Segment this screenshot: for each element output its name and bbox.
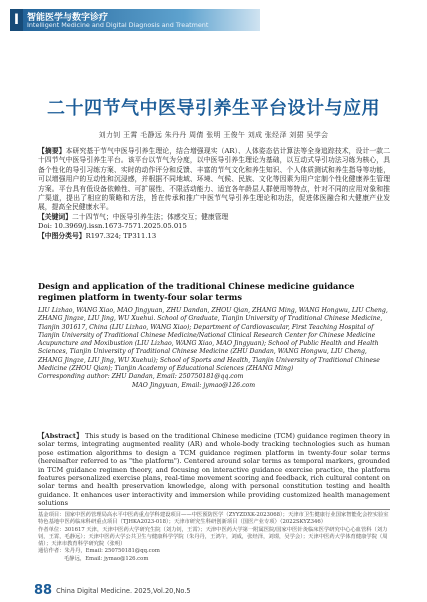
- keywords-label: 【关键词】: [38, 212, 72, 221]
- chinese-abstract-block: [38, 147, 390, 241]
- keywords-text: 二十四节气；中医导引养生法；体感交互；健康管理: [71, 212, 229, 221]
- footnote-corresponding-1: 通信作者：朱丹丹，Email: 250750181@qq.com: [38, 548, 160, 555]
- english-title: Design and application of the traditional Chinese medicine guidance regimen platform in twenty-four solar terms: [38, 281, 355, 302]
- journal-logo-icon: I: [10, 9, 23, 31]
- footnotes: [38, 512, 390, 563]
- footnote-corresponding-2: 毛静远，Email: jymao@126.com: [64, 555, 149, 562]
- english-authors: LIU Lizhao, WANG Xiao, MAO Jingyuan, ZHU Dandan, ZHOU Qian, ZHANG Ming, WANG Hongwu, LIU Cheng, ZHANG Jingze, LIU Jing, WU Xuehui. School of Graduate, Tianjin University of Traditional Chinese Medicine, Tianjin 301617, China (LIU Lizhao, WANG Xiao); Department of Cardiovascular, First Teaching Hospital of Tianjin University of Traditional Chinese Medicine/National Clinical Research Center for Chinese Medicine Acupuncture and Moxibustion (LIU Lizhao, WANG Xiao, MAO Jingyuan); School of Public Health and Health Sciences, Tianjin University of Traditional Chinese Medicine (ZHU Dandan, WANG Hongwu, LIU Cheng, ZHANG Jingze, LIU Jing, WU Xuehui); School of Sports and Health, Tianjin University of Traditional Chinese Medicine (ZHOU Qian); Tianjin Academy of Educational Sciences (ZHANG Ming): [38, 307, 388, 373]
- header-section-en: Intelligent Medicine and Digital Diagnosis and Treatment: [27, 21, 209, 29]
- clc-line: [38, 232, 390, 241]
- clc-label: 【中图分类号】: [38, 231, 86, 240]
- abstract-en-text: This study is based on the traditional Chinese medicine (TCM) guidance regimen theory in solar terms, integrating augmented reality (AR) and whole-body tracking technologies such as human pose estimation algorithms to design a TCM guidance regimen platform in twenty-four solar terms (hereinafter referred to as "the platform"). Centered around solar terms as temporal markers, grounded in TCM guidance regimen theory, and focusing on interactive guidance exercise practice, the platform features personalized exercise plans, real-time movement scoring and feedback, rich cultural content on solar terms and health preservation knowledge, along with personal constitution testing and health guidance. It enhances user interactivity and immersion while providing customized health management solutions: [38, 432, 390, 508]
- footnote-funding: 基金项目：国家中医药管理局高水平中医药重点学科建设项目——中医预防医学（ZYYZDXK-2023068）；天津市卫生健康行业国家智能化会控实验室特色基地中医药临床科研重点项目（TJHKA2023-018）；天津市研究生科研创新项目（国医产业专项）（2022SKYZ346）: [38, 512, 389, 526]
- clc-text: R197.324; TP311.13: [85, 231, 157, 240]
- journal-citation: China Digital Medicine. 2025,Vol.20,No.5: [56, 586, 191, 595]
- header-section-cn: 智能医学与数字诊疗: [27, 13, 109, 23]
- journal-header: [0, 0, 427, 38]
- abstract-cn-text: 本研究基于节气中医导引养生理论，结合增强现实（AR）、人体姿态估计算法等全身追踪技术，设计一款二十四节气中医导引养生平台。该平台以节气为分度，以中医导引养生理论为基础，以互动式导引功法习练为核心，具备个性化的导引习练方案、实时的动作评分和反馈、丰富的节气文化和养生知识、个人体质测试和养生指导等功能，可以增强用户的互动性和沉浸感，并根据不同地域、环境、气候、民族、文化等因素为用户定制个性化健康养生管理方案。平台具有低设备依赖性、可扩展性、不限活动能力、适宜各年龄层人群使用等特点，针对不同的应用对象和推广渠道，提出了相应的策略和方法，旨在传承和推广中医节气导引养生理论和功法，促进体医融合和大健康产业发展，提高全民健康水平。: [38, 147, 391, 212]
- corresponding-author-2: MAO Jingyuan, Email: jymao@126.com: [132, 381, 256, 389]
- page-footer: [34, 580, 191, 599]
- footnote-divider: [38, 509, 390, 510]
- page-number: 88: [34, 583, 53, 598]
- corresponding-author-1: Corresponding author: ZHU Dandan, Email: 250750181@qq.com: [38, 373, 244, 381]
- abstract-cn-label: 【摘要】: [38, 147, 66, 155]
- footnote-affiliations: 作者单位：301617 天津，天津中医药大学研究生院（刘力钊，王霄）；天津中医药大学第一附属医院/国家中医针灸临床医学研究中心心血管科（刘力钊，王霄，毛静远）；天津中医药大学公共卫生与健康科学学院（朱丹丹，王鸿午，刘成，张经泽，刘璟，吴学会）；天津中医药大学体育健康学院（周倩）；天津市教育科学研究院（张明）: [38, 526, 388, 548]
- english-authors-block: [38, 307, 390, 390]
- english-abstract: [38, 432, 390, 508]
- abstract-en-label: 【Abstract】: [38, 432, 83, 440]
- doi-line: Doi: 10.3969/j.issn.1673-7571.2025.05.015: [38, 222, 187, 231]
- author-list-cn: 刘力钊 王霄 毛静远 朱丹丹 周倩 张明 王俊午 刘成 张经泽 刘捃 吴学会: [98, 131, 329, 139]
- article-title: 二十四节气中医导引养生平台设计与应用: [47, 98, 380, 119]
- abstract-cn: [38, 147, 390, 213]
- keywords-cn: [38, 213, 390, 222]
